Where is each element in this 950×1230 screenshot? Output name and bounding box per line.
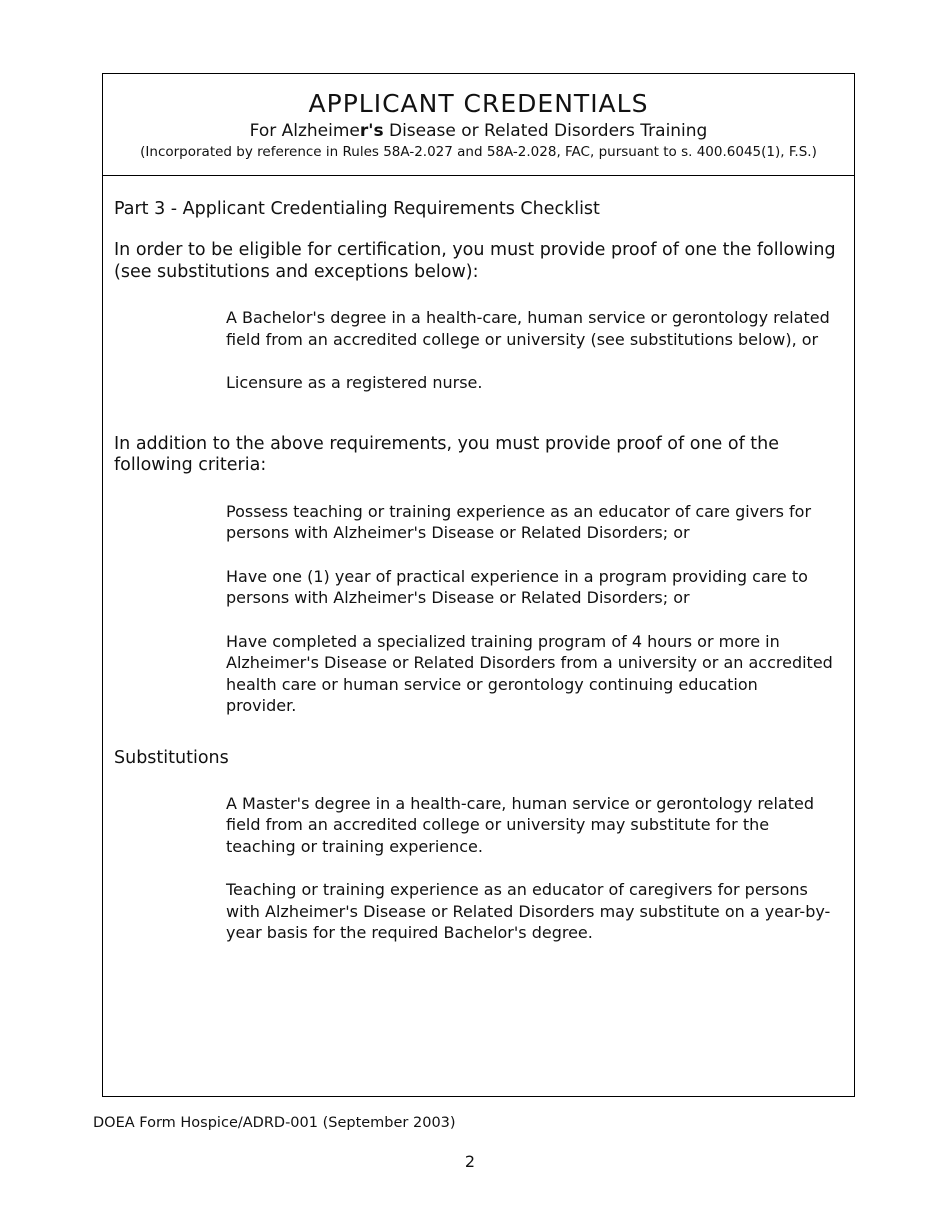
page-title: APPLICANT CREDENTIALS xyxy=(308,89,649,118)
criteria-intro: In addition to the above requirements, you must provide proof of one of the following criteria: xyxy=(114,433,780,475)
eligibility-item-bachelors: A Bachelor's degree in a health-care, human service or gerontology related field from an accredited college or university (see substitutions below), or xyxy=(226,308,830,349)
substitution-item-masters: A Master's degree in a health-care, human service or gerontology related field from an accredited college or university may substitute for the teaching or training experience. xyxy=(226,793,814,856)
substitutions-heading: Substitutions xyxy=(114,747,229,768)
form-header xyxy=(103,74,854,176)
page-number: 2 xyxy=(464,1152,476,1171)
eligibility-intro: In order to be eligible for certification, you must provide proof of one the following (see substitutions and exceptions below): xyxy=(114,240,836,282)
subtitle-post: Disease or Related Disorders Training xyxy=(383,121,708,141)
rule-reference: (Incorporated by reference in Rules 58A-2.027 and 58A-2.028, FAC, pursuant to s. 400.6045(1), F.S.) xyxy=(140,144,817,160)
eligibility-item-nurse: Licensure as a registered nurse. xyxy=(226,373,483,392)
substitution-item-teaching: Teaching or training experience as an educator of caregivers for persons with Alzheimer's Disease or Related Disorders may substitute on a year-by-year basis for the required Bachelor's degree. xyxy=(226,880,831,942)
form-frame xyxy=(102,73,855,1097)
subtitle-pre: For Alzheime xyxy=(249,121,360,141)
form-subtitle xyxy=(103,120,854,142)
criteria-item-training-program: Have completed a specialized training program of 4 hours or more in Alzheimer's Disease or Related Disorders from a university or an accredited health care or human service or gerontology continuing education provider. xyxy=(226,631,833,715)
criteria-item-teaching: Possess teaching or training experience as an educator of care givers for persons with Alzheimer's Disease or Related Disorders; or xyxy=(226,501,812,542)
form-id: DOEA Form Hospice/ADRD-001 (September 2003) xyxy=(93,1115,456,1131)
subtitle-bold: r's xyxy=(359,121,384,141)
criteria-item-practical: Have one (1) year of practical experience in a program providing care to persons with Alzheimer's Disease or Related Disorders; or xyxy=(226,566,808,607)
form-content xyxy=(103,176,854,944)
part3-heading: Part 3 - Applicant Credentialing Requirements Checklist xyxy=(114,199,600,219)
